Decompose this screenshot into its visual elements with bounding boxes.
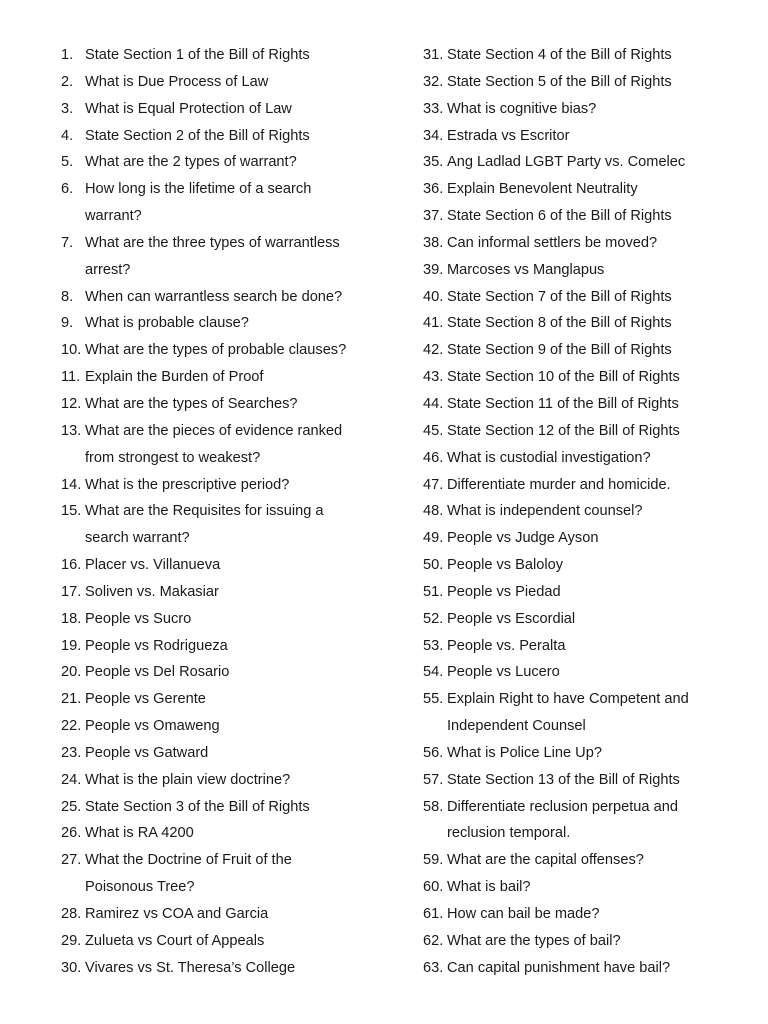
question-number: 57.: [423, 771, 444, 788]
question-text: What are the types of Searches?: [85, 395, 298, 412]
question-number: 37.: [423, 208, 444, 225]
question-number: 41.: [423, 315, 444, 332]
question-number: 50.: [423, 557, 444, 574]
question-number: 36.: [423, 181, 444, 198]
question-number: 5.: [61, 154, 74, 171]
question-item: [61, 552, 406, 579]
question-text: What are the types of probable clauses?: [85, 342, 347, 359]
question-text: People vs. Peralta: [447, 637, 566, 654]
question-number: 3.: [61, 100, 74, 117]
question-text: How can bail be made?: [447, 906, 600, 922]
question-number: 25.: [61, 798, 82, 815]
question-item: [61, 284, 406, 311]
question-item: [61, 659, 406, 686]
question-item: [423, 794, 723, 848]
question-number: 62.: [423, 932, 444, 949]
question-item: [423, 364, 723, 391]
question-item: [61, 176, 406, 230]
question-number: 43.: [423, 369, 444, 386]
question-text: Can informal settlers be moved?: [447, 234, 658, 251]
question-item: [423, 310, 723, 337]
question-item: [423, 418, 723, 445]
question-number: 29.: [61, 932, 82, 949]
question-item: [61, 740, 406, 767]
question-number: 13.: [61, 422, 82, 439]
question-number: 11.: [61, 369, 81, 386]
question-item: [61, 579, 406, 606]
question-number: 61.: [423, 906, 444, 922]
question-number: 44.: [423, 395, 444, 412]
question-text: How long is the lifetime of a search warrant?: [85, 181, 312, 225]
question-number: 39.: [423, 261, 444, 278]
question-text: People vs Sucro: [85, 610, 192, 627]
question-item: [61, 310, 406, 337]
question-text: State Section 9 of the Bill of Rights: [447, 342, 672, 359]
question-number: 22.: [61, 718, 82, 735]
question-item: [423, 901, 723, 928]
question-text: State Section 2 of the Bill of Rights: [85, 127, 310, 144]
question-number: 10.: [61, 342, 82, 359]
question-text: People vs Lucero: [447, 664, 560, 681]
question-item: [61, 794, 406, 821]
question-item: [423, 874, 723, 901]
question-text: What the Doctrine of Fruit of the Poisonous Tree?: [85, 852, 292, 896]
question-item: [423, 498, 723, 525]
question-text: People vs Rodrigueza: [85, 637, 228, 654]
question-number: 45.: [423, 422, 444, 439]
question-text: Explain the Burden of Proof: [85, 369, 264, 386]
question-text: People vs Judge Ayson: [447, 530, 599, 547]
question-text: Explain Right to have Competent and Independent Counsel: [447, 691, 689, 735]
question-item: [61, 418, 406, 472]
question-number: 20.: [61, 664, 82, 681]
question-number: 2.: [61, 73, 74, 90]
question-item: [423, 472, 723, 499]
question-number: 15.: [61, 503, 82, 520]
question-item: [61, 955, 406, 982]
question-item: [61, 69, 406, 96]
question-number: 55.: [423, 691, 444, 708]
question-item: [423, 257, 723, 284]
question-text: Differentiate murder and homicide.: [447, 476, 671, 493]
question-number: 19.: [61, 637, 82, 654]
question-text: What is bail?: [447, 879, 531, 896]
question-item: [61, 928, 406, 955]
question-text: What are the 2 types of warrant?: [85, 154, 297, 171]
question-number: 33.: [423, 100, 444, 117]
question-text: State Section 10 of the Bill of Rights: [447, 369, 680, 386]
question-item: [61, 96, 406, 123]
question-text: Explain Benevolent Neutrality: [447, 181, 638, 198]
question-number: 1.: [61, 47, 74, 63]
question-text: Placer vs. Villanueva: [85, 557, 221, 574]
question-text: People vs Gatward: [85, 744, 209, 761]
question-text: State Section 7 of the Bill of Rights: [447, 288, 672, 305]
question-text: What is cognitive bias?: [447, 100, 597, 117]
question-item: [423, 525, 723, 552]
question-text: Differentiate reclusion perpetua and reclusion temporal.: [447, 798, 678, 842]
question-number: 46.: [423, 449, 444, 466]
question-text: Soliven vs. Makasiar: [85, 583, 219, 600]
question-text: State Section 3 of the Bill of Rights: [85, 798, 310, 815]
question-item: [423, 579, 723, 606]
question-text: Ang Ladlad LGBT Party vs. Comelec: [447, 154, 686, 171]
question-number: 52.: [423, 610, 444, 627]
question-number: 49.: [423, 530, 444, 547]
question-item: [61, 364, 406, 391]
question-item: [423, 445, 723, 472]
question-item: [423, 149, 723, 176]
question-text: People vs Gerente: [85, 691, 206, 708]
question-text: What is independent counsel?: [447, 503, 643, 520]
question-number: 63.: [423, 959, 444, 976]
question-item: [61, 686, 406, 713]
question-text: What is the prescriptive period?: [85, 476, 290, 493]
question-text: What is Equal Protection of Law: [85, 100, 292, 117]
question-number: 34.: [423, 127, 444, 144]
question-number: 48.: [423, 503, 444, 520]
question-item: [423, 606, 723, 633]
question-text: What is Police Line Up?: [447, 744, 602, 761]
question-number: 42.: [423, 342, 444, 359]
question-item: [61, 230, 406, 284]
question-item: [423, 203, 723, 230]
question-item: [423, 740, 723, 767]
question-list-right: [423, 42, 723, 982]
question-text: People vs Baloloy: [447, 557, 564, 574]
question-text: People vs Del Rosario: [85, 664, 230, 681]
question-number: 26.: [61, 825, 82, 842]
question-item: [423, 69, 723, 96]
question-text: State Section 8 of the Bill of Rights: [447, 315, 672, 332]
question-number: 31.: [423, 47, 444, 63]
question-text: What is Due Process of Law: [85, 73, 269, 90]
question-text: People vs Escordial: [447, 610, 576, 627]
question-item: [61, 42, 406, 69]
question-number: 58.: [423, 798, 444, 815]
question-number: 56.: [423, 744, 444, 761]
question-item: [423, 552, 723, 579]
question-number: 27.: [61, 852, 82, 869]
question-number: 8.: [61, 288, 74, 305]
question-number: 59.: [423, 852, 444, 869]
question-number: 32.: [423, 73, 444, 90]
question-number: 30.: [61, 959, 82, 976]
question-number: 12.: [61, 395, 82, 412]
question-number: 40.: [423, 288, 444, 305]
question-item: [61, 847, 406, 901]
question-item: [423, 176, 723, 203]
question-item: [61, 633, 406, 660]
question-item: [61, 123, 406, 150]
question-item: [61, 498, 406, 552]
question-number: 35.: [423, 154, 444, 171]
question-text: State Section 1 of the Bill of Rights: [85, 47, 310, 63]
question-number: 47.: [423, 476, 444, 493]
question-number: 16.: [61, 557, 82, 574]
question-number: 53.: [423, 637, 444, 654]
question-text: Ramirez vs COA and Garcia: [85, 906, 269, 922]
question-text: What are the pieces of evidence ranked from strongest to weakest?: [85, 422, 343, 466]
question-item: [61, 606, 406, 633]
question-number: 6.: [61, 181, 74, 198]
question-text: State Section 12 of the Bill of Rights: [447, 422, 680, 439]
question-text: When can warrantless search be done?: [85, 288, 343, 305]
question-text: Vivares vs St. Theresa’s College: [85, 959, 296, 976]
question-text: What is custodial investigation?: [447, 449, 651, 466]
question-number: 60.: [423, 879, 444, 896]
question-text: State Section 4 of the Bill of Rights: [447, 47, 672, 63]
question-text: State Section 13 of the Bill of Rights: [447, 771, 680, 788]
question-text: Zulueta vs Court of Appeals: [85, 932, 265, 949]
question-number: 7.: [61, 234, 74, 251]
question-text: What are the three types of warrantless arrest?: [85, 234, 340, 278]
question-text: People vs Omaweng: [85, 718, 220, 735]
question-item: [61, 337, 406, 364]
question-item: [423, 928, 723, 955]
question-number: 18.: [61, 610, 82, 627]
question-text: Estrada vs Escritor: [447, 127, 570, 144]
question-item: [61, 149, 406, 176]
question-item: [423, 686, 723, 740]
question-item: [61, 472, 406, 499]
question-item: [423, 96, 723, 123]
question-item: [423, 847, 723, 874]
question-item: [423, 633, 723, 660]
question-text: What are the types of bail?: [447, 932, 621, 949]
question-number: 54.: [423, 664, 444, 681]
question-item: [61, 391, 406, 418]
question-item: [423, 42, 723, 69]
question-item: [423, 123, 723, 150]
question-text: What are the capital offenses?: [447, 852, 644, 869]
question-item: [423, 337, 723, 364]
question-number: 23.: [61, 744, 82, 761]
question-text: What is RA 4200: [85, 825, 194, 842]
question-text: State Section 11 of the Bill of Rights: [447, 395, 679, 412]
question-item: [61, 713, 406, 740]
question-number: 28.: [61, 906, 82, 922]
question-text: Marcoses vs Manglapus: [447, 261, 605, 278]
question-text: What is probable clause?: [85, 315, 249, 332]
question-item: [423, 230, 723, 257]
question-text: Can capital punishment have bail?: [447, 959, 671, 976]
question-text: State Section 6 of the Bill of Rights: [447, 208, 672, 225]
question-item: [61, 820, 406, 847]
question-text: People vs Piedad: [447, 583, 561, 600]
question-list-left: [61, 42, 406, 982]
question-number: 9.: [61, 315, 74, 332]
question-item: [61, 901, 406, 928]
question-number: 14.: [61, 476, 82, 493]
question-number: 51.: [423, 583, 444, 600]
question-item: [423, 767, 723, 794]
question-text: What are the Requisites for issuing a search warrant?: [85, 503, 324, 547]
question-item: [61, 767, 406, 794]
question-number: 17.: [61, 583, 82, 600]
question-item: [423, 955, 723, 982]
question-item: [423, 284, 723, 311]
question-item: [423, 391, 723, 418]
question-text: State Section 5 of the Bill of Rights: [447, 73, 672, 90]
question-number: 4.: [61, 127, 74, 144]
question-item: [423, 659, 723, 686]
question-number: 21.: [61, 691, 82, 708]
question-number: 24.: [61, 771, 82, 788]
question-number: 38.: [423, 234, 444, 251]
question-text: What is the plain view doctrine?: [85, 771, 291, 788]
